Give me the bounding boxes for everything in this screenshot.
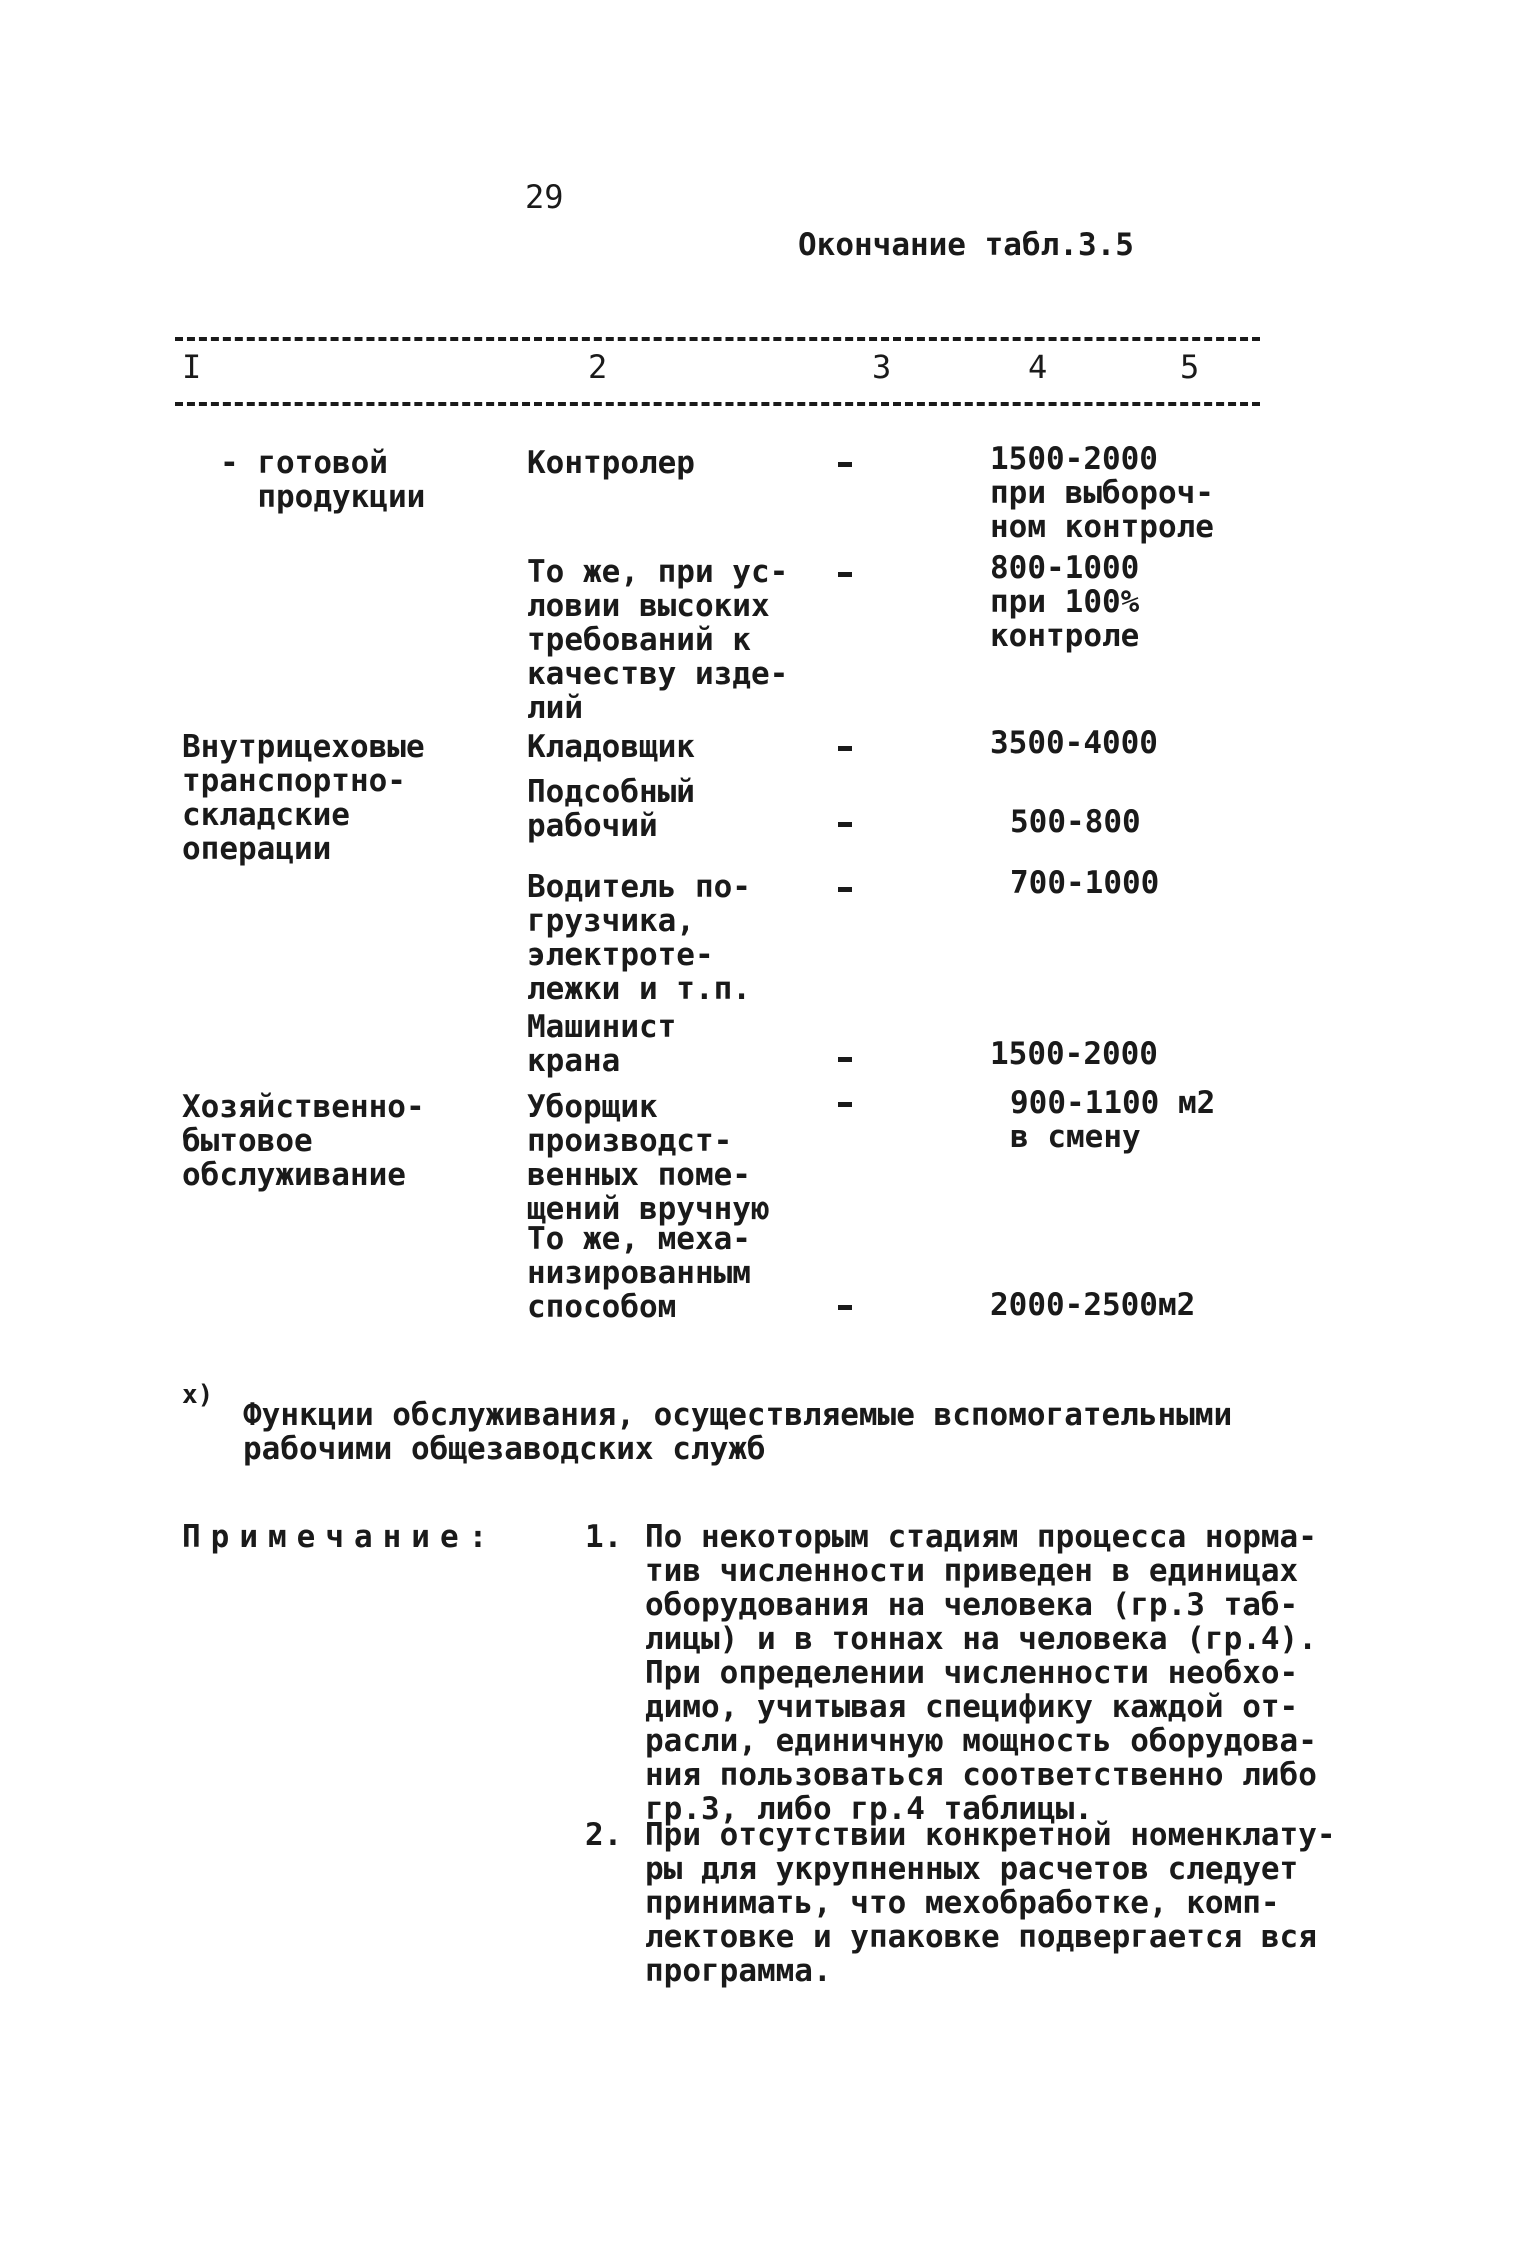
note-label: Примечание: <box>182 1519 498 1555</box>
row-5-profession: Водитель по- грузчика, электроте- лежки и т.п. <box>527 869 751 1007</box>
row-7-col3-dash <box>838 1102 852 1107</box>
row-2-col3-dash <box>838 572 852 577</box>
page-number: 29 <box>525 178 564 216</box>
column-number-5: 5 <box>1180 348 1200 386</box>
note-item-2-text: При отсутствии конкретной номенклату- ры для укрупненных расчетов следует принимать, что мехобработке, комп- лектовке и упаковке подвергается вся программа. <box>645 1817 1336 1989</box>
row-7-norm: 900-1100 м2 в смену <box>1010 1085 1216 1155</box>
row-3-norm: 3500-4000 <box>990 725 1158 761</box>
row-6-norm: 1500-2000 <box>990 1036 1158 1072</box>
column-number-2: 2 <box>588 348 608 386</box>
row-7-profession: Уборщик производст- венных поме- щений вручную <box>527 1089 770 1227</box>
column-number-4: 4 <box>1028 348 1048 386</box>
note-item-1-number: 1. <box>585 1519 623 1555</box>
row-6-profession: Машинист крана <box>527 1009 677 1079</box>
row-8-profession: То же, меха- низированным способом <box>527 1221 751 1325</box>
row-2-norm: 800-1000 при 100% контроле <box>990 550 1140 654</box>
row-2-profession: То же, при ус- ловии высоких требований к качеству изде- лий <box>527 554 789 726</box>
table-top-rule <box>175 337 1260 341</box>
row-4-col3-dash <box>838 822 852 827</box>
row-5-col3-dash <box>838 887 852 892</box>
row-4-profession: Подсобный рабочий <box>527 774 695 844</box>
table-caption: Окончание табл.3.5 <box>798 227 1134 263</box>
row-3-profession: Кладовщик <box>527 729 695 765</box>
row-5-norm: 700-1000 <box>1010 865 1160 901</box>
row-1-profession: Контролер <box>527 445 695 481</box>
row-7-category: Хозяйственно- бытовое обслуживание <box>182 1089 425 1193</box>
row-8-col3-dash <box>838 1305 852 1310</box>
note-item-2-number: 2. <box>585 1817 623 1853</box>
row-1-col3-dash <box>838 462 852 467</box>
row-1-category: - готовой продукции <box>220 445 426 515</box>
row-6-col3-dash <box>838 1057 852 1062</box>
row-3-category: Внутрицеховые транспортно- складские операции <box>182 729 425 867</box>
row-1-norm: 1500-2000 при выбороч- ном контроле <box>990 441 1214 545</box>
row-4-norm: 500-800 <box>1010 804 1141 840</box>
table-header-rule <box>175 402 1260 406</box>
row-3-col3-dash <box>838 746 852 751</box>
footnote-text: Функции обслуживания, осуществляемые вспомогательными рабочими общезаводских служб <box>243 1397 1233 1467</box>
column-number-1: I <box>182 348 202 386</box>
note-item-1-text: По некоторым стадиям процесса норма- тив численности приведен в единицах оборудования на человека (гр.3 таб- лицы) и в тоннах на человека (гр.4). При определении численности необхо- димо, учитывая специфику каждой от- расли, единичную мощность оборудова- ния пользоваться соответственно либо гр.3, либо гр.4 таблицы. <box>645 1519 1317 1827</box>
column-number-3: 3 <box>872 348 892 386</box>
footnote-mark: x) <box>182 1380 214 1410</box>
row-8-norm: 2000-2500м2 <box>990 1287 1196 1323</box>
